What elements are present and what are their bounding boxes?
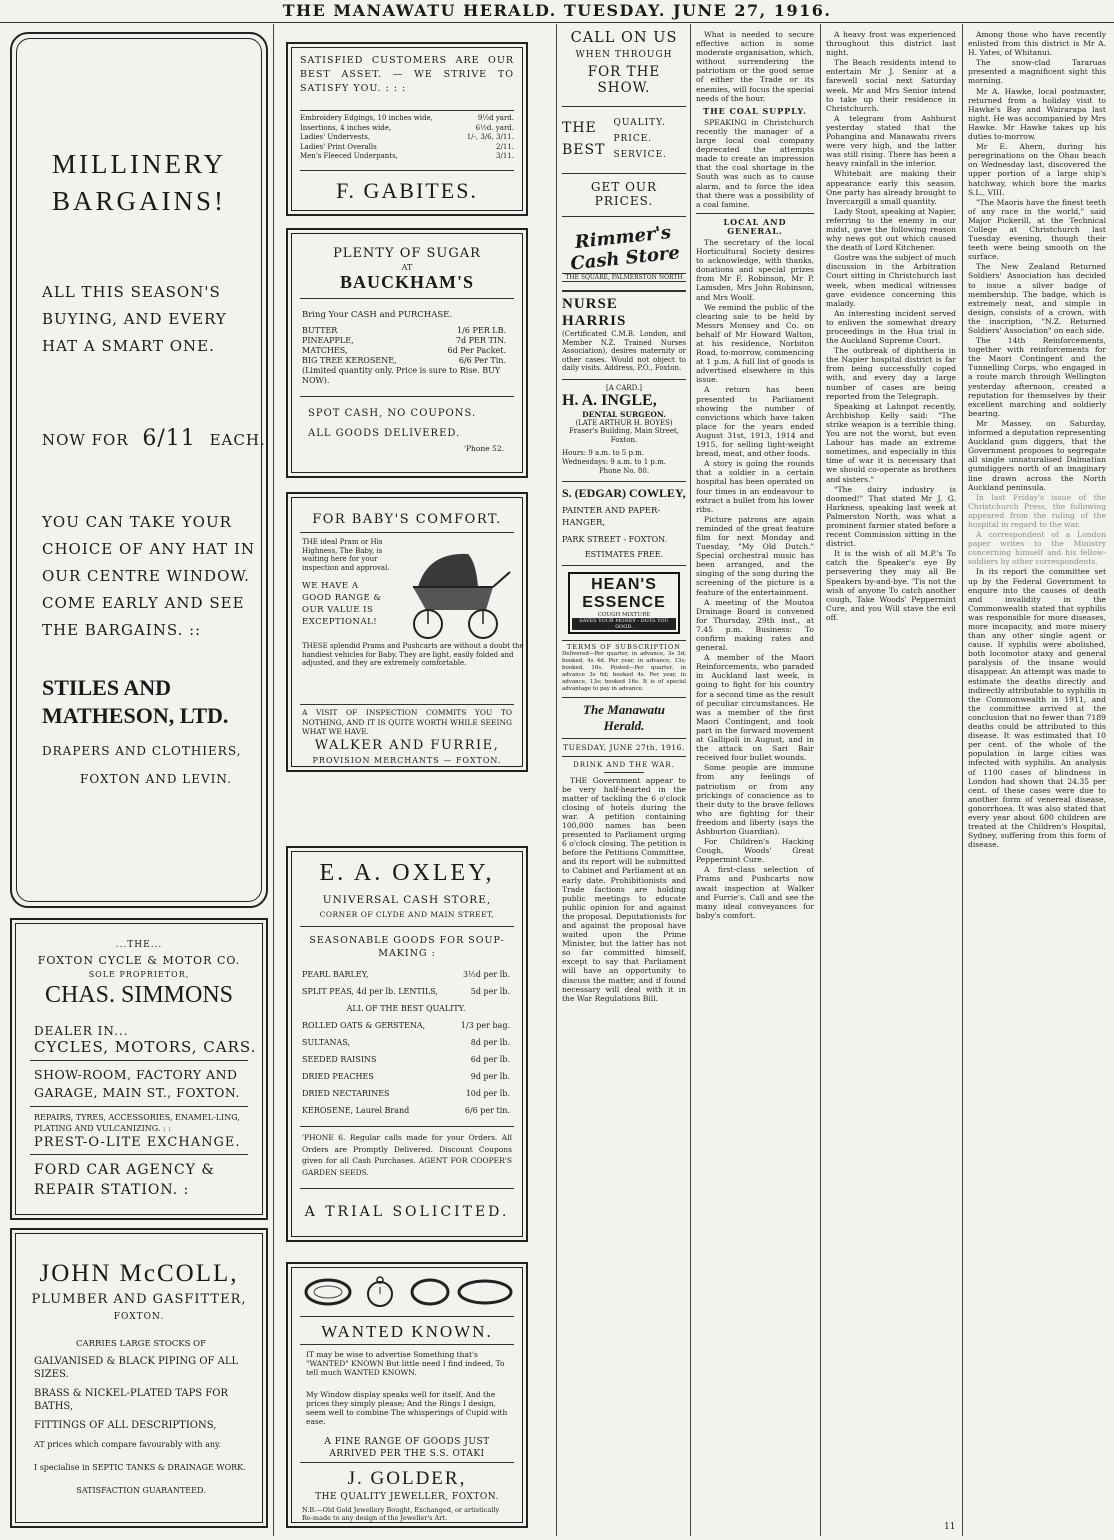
golder-name: J. GOLDER, [347,1468,467,1489]
golder-title: WANTED KNOWN. [321,1322,493,1341]
drink-war-head: DRINK AND THE WAR. [573,760,675,769]
rimmers-show: FOR THE SHOW. [587,64,661,96]
cowley-name: S. (EDGAR) COWLEY, [562,485,686,500]
baby-value: WE HAVE A GOOD RANGE & OUR VALUE IS EXCEPTIONAL! [302,581,382,627]
simmons-the: ...THE... [115,940,163,950]
rimmers-best: THE BEST QUALITY. PRICE. SERVICE. [562,118,667,160]
heans-essence-logo: HEAN'S ESSENCE COUGH MIXTURE SAVES YOUR MONEY - DOTS YOU GOOD. [568,572,680,634]
price-item: KEROSENE, Laurel Brand 6/6 per tin. [302,1106,510,1115]
price-item: SULTANAS, 8d per lb. [302,1038,510,1047]
oxley-store: UNIVERSAL CASH STORE, [322,894,492,906]
terms-body: Delivered—Per quarter, in advance, 3s 3d; booked, 4s 4d. Per year, in advance, 13s; booked, 16s. Posted—Per quarter, in advance 3s 6d; booked 4s. Per year, in advance, 13s; booked 16s. It is of special advantage to pay in advance. [562,650,686,692]
bauckham-at: AT [401,263,413,272]
simmons-sole: SOLE PROPRIETOR, [88,970,190,979]
jewellery-illustration [300,1272,516,1312]
price-item: ROLLED OATS & GERSTENA, 1/3 per bag. [302,1021,510,1030]
price-tag: 6/11 [142,426,196,451]
ingle-late: (LATE ARTHUR H. BOYES) [575,418,673,427]
ingle-title: DENTAL SURGEON. [582,409,666,419]
bauckham-name: BAUCKHAM'S [339,272,474,292]
golder-sub: THE QUALITY JEWELLER, FOXTON. [315,1492,499,1502]
simmons-showroom: SHOW-ROOM, FACTORY AND GARAGE, MAIN ST., FOXTON. [34,1067,240,1100]
bauckham-all: ALL GOODS DELIVERED. [308,428,461,439]
bauckham-pricelist: BUTTER 1/6 PER LB. PINEAPPLE, 7d PER TIN. MATCHES, 6d Per Packet. BIG TREE KEROSENE, 6/6 Per Tin. (Limited quantity only. Price is sure to Rise. BUY NOW). [302,326,506,385]
oxley-season: SEASONABLE GOODS FOR SOUP-MAKING : [309,935,505,959]
nurse-harris-name: NURSE HARRIS [562,296,627,329]
millinery-title: MILLINERY [52,149,226,179]
cowley-trade: PAINTER AND PAPER-HANGER, [562,505,661,528]
rimmers-square: THE SQUARE, PALMERSTON NORTH [562,273,686,282]
simmons-prest: PREST-O-LITE EXCHANGE. [34,1135,241,1150]
cowley-address: PARK STREET - FOXTON. [562,534,668,544]
price-line: NOW FOR 6/11 EACH. [42,426,266,451]
golder-poem: IT may be wise to advertise Something that's "WANTED" KNOWN But little need I find indeed, To tell much WANTED KNOWN. [306,1350,505,1377]
pram-illustration [398,542,518,642]
mccoll-ad [10,1228,268,1528]
simmons-dealer: DEALER IN... [34,1024,129,1038]
price-item: MATCHES, 6d Per Packet. [302,346,506,355]
masthead: THE MANAWATU HERALD. TUESDAY. JUNE 27, 1916. [0,0,1114,23]
baby-desc: THESE splendid Prams and Pushcarts are without a doubt the handiest vehicles for Baby. They are light, easily folded and adjusted, and they are extremely comfortable. [302,642,524,667]
column-5-articles: A heavy frost was experienced throughout this district last night. The Beach residents intend to entertain Mr J. Senior at a farewell social next Saturday week. Mr and Mrs Senior intend to take up their residence in Christchurch. A telegram from Ashhurst yesterday stated that the Pohangina and Manawatu rivers were very high, and the latter was still rising. There has been a heavy rainfall in the interior. Whitebait are making their appearance early this season. One party has already brought to Invercargill a small quantity. Lady Stout, speaking at Napier, referring to the enemy in our midst, gave the following reason why news got out which caused the death of Lord Kitchener. Gostre was the subject of much discussion in the Arbitration Court sitting in Christchurch last week, when medical witnesses gave evidence concerning this malady. An interesting incident served to enliven the somewhat dreary proceedings in the Hua trial in the Auckland Supreme Court. The outbreak of diphtheria in the Napier hospital district is far from being successfully coped with, and every day a large number of cases are being reported from the Telegraph. Speaking at Lahnpot recently, Archbishop Kelly said: "The strike weapon is a terrible thing. You are not the worst, but even Labour has made an extreme sometimes, and especially in this time of war it is necessary that we should co-operate as brothers and sisters." "The dairy industry is doomed!" That stated Mr J. G. Harkness, speaking last week at Palmerston North, was what a prominent farmer stated before a recent Commission sitting in the district. It is the wish of all M.P.'s To catch the Speaker's eye By persevering they may all Be Speakers by-and-bye. 'Tis not the wish of anyone To catch another cough, Take Woods' Peppermint Cure, and you Will stave the evil off. [826,30,956,622]
mccoll-town: FOXTON. [113,1312,165,1322]
price-item: Ladies' Print Overalls 2/11. [300,142,514,151]
gabites-heading: SATISFIED CUSTOMERS ARE OUR BEST ASSET. — WE STRIVE TO SATISFY YOU. : : : [300,55,514,94]
rimmers-get-prices: GET OUR PRICES. [590,180,658,208]
ingle-card: [A CARD.] [605,383,642,392]
walker-furrie-name: WALKER AND FURRIE, [314,738,500,753]
golder-ad [286,1262,528,1528]
bauckham-spot: SPOT CASH, NO COUPONS. [308,408,477,419]
baby-intro: THE ideal Pram or His Highness, The Baby, is waiting here for your inspection and approval. [302,538,390,572]
price-item: Embroidery Edgings, 10 inches wide, 9½d yard. [300,114,514,122]
herald-date: TUESDAY, JUNE 27th, 1916. [563,742,685,752]
price-item: SEEDED RAISINS 6d per lb. [302,1055,510,1064]
price-item: ALL OF THE BEST QUALITY. [346,1004,466,1013]
price-item: DRIED NECTARINES 10d per lb. [302,1089,510,1098]
millinery-para2: YOU CAN TAKE YOUR CHOICE OF ANY HAT IN OUR CENTRE WINDOW. COME EARLY AND SEE THE BARGAINS. :: [42,513,255,639]
oxley-phone-notice: 'PHONE 6. Regular calls made for your Orders. All Orders are Promptly Delivered. Discount Coupons given for all Cash Purchases. AGENT FOR COOPER'S GARDEN SEEDS. [302,1133,512,1177]
herald-logo: The Manawatu Herald. [583,701,665,733]
millinery-para1: ALL THIS SEASON'S BUYING, AND EVERY HAT A SMART ONE. [42,283,227,355]
golder-nb: N.B.—Old Gold Jewellery Bought, Exchanged, or artistically Re-made to any design of the Jeweller's Art. [302,1506,500,1522]
simmons-ford: FORD CAR AGENCY & REPAIR STATION. : [34,1162,215,1198]
oxley-pricelist [302,966,510,1119]
bauckham-ad [286,228,528,478]
firm-towns: FOXTON AND LEVIN. [80,772,232,786]
oxley-corner: CORNER OF CLYDE AND MAIN STREET, [319,910,495,919]
ingle-address: Fraser's Building, Main Street, Foxton. [568,426,680,444]
ingle-hours: Hours: 9 a.m. to 5 p.m. Wednesdays: 9 a.m. to 1 p.m. [562,448,666,466]
golder-range: A FINE RANGE OF GOODS JUST ARRIVED PER THE S.S. OTAKI [324,1437,490,1459]
baby-title: FOR BABY'S COMFORT. [312,512,502,527]
oxley-trial: A TRIAL SOLICITED. [304,1204,510,1220]
price-item: PEARL BARLEY, 3½d per lb. [302,970,510,979]
price-item: DRIED PEACHES 9d per lb. [302,1072,510,1081]
mccoll-body: CARRIES LARGE STOCKS OF GALVANISED & BLACK PIPING OF ALL SIZES. BRASS & NICKEL-PLATED TAPS FOR BATHS, FITTINGS OF ALL DESCRIPTIONS, AT prices which compare favourably with any. I specialise in SEPTIC TANKS & DRAINAGE WORK. SATISFACTION GUARANTEED. [34,1339,246,1495]
mccoll-trade: PLUMBER AND GASFITTER, [31,1292,247,1307]
rimmers-when: WHEN THROUGH [575,50,673,60]
column-rule [556,24,557,1536]
gabites-ad [286,42,528,216]
simmons-name: CHAS. SIMMONS [44,982,234,1008]
column-rule [820,24,821,1536]
price-item: SPLIT PEAS, 4d per lb. LENTILS, 5d per lb. [302,987,510,996]
price-item: PINEAPPLE, 7d PER TIN. [302,336,506,345]
column-rule [273,24,274,1536]
price-item: BIG TREE KEROSENE, 6/6 Per Tin. [302,356,506,365]
firm-tagline: DRAPERS AND CLOTHIERS, [42,744,242,758]
nurse-harris-desc: (Certificated C.M.B. London, and Member N.Z. Trained Nurses Association), desires maternity or other cases. Would not object to daily visits. Address, P.O., Foxton. [562,330,686,372]
bargains-title: BARGAINS! [51,186,226,216]
bauckham-bring: Bring Your CASH and PURCHASE. [302,310,453,320]
oxley-ad [286,846,528,1242]
price-item: Insertions, 4 inches wide, 6½d. yard. [300,123,514,132]
oxley-name: E. A. OXLEY, [319,860,495,886]
simmons-repairs: REPAIRS, TYRES, ACCESSORIES, ENAMEL-LING, PLATING AND VULCANIZING. : : [34,1113,240,1133]
page-number: 11 [944,1522,956,1532]
drink-war-article: THE Government appear to be very half-hearted in the matter of tackling the 6 o'clock closing of hotels during the war. A petition containing 100,000 names has been presented to Parliament urging 6 o'clock closing. The petition is before the Petitions Committee, and its report will be submitted to Cabinet and Parliament at an early date. Prohibitionists and Trade factions are holding public meetings to educate public opinion for and against the proposal. Deputationists for and against the proposal have waited upon the Prime Minister, but the latter has not so far committed himself, except to say that Parliament will have an opportunity to discuss the matter, and if found necessary will deal with it in the War Regulations Bill. [562,775,686,1003]
rimmers-call: CALL ON US [570,30,678,46]
ingle-phone: Phone No. 80. [598,466,650,475]
price-item: Ladies' Undervests, 1/-, 3/6, 3/11. [300,133,514,141]
rimmers-logo: Rimmer's Cash Store [569,222,681,275]
simmons-ad [10,918,268,1220]
price-item: BUTTER 1/6 PER LB. [302,326,506,335]
ingle-name: H. A. INGLE, [562,391,657,409]
column-4-articles: What is needed to secure effective action is some moderate organisation, which, without surrendering the patriotism or the good sense of either the Trade or its enemies, will focus the special needs of the hour. THE COAL SUPPLY. SPEAKING in Christchurch recently the manager of a large local coal company deprecated the attempts made to create an impression that the coal shortage in the South was such as to cause alarm, and to force the idea that there was a possibility of a coal famine. LOCAL AND GENERAL. The secretary of the local Horticultural Society desires to acknowledge, with thanks, donations and special prizes from Mr F. Robinson, Mr P. Lamsden, Mrs John Robinson, and Mrs Woolf. We remind the public of the clearing sale to be held by Messrs Monsey and Co. on behalf of Mr Howard Walton, at his residence, Norbiton Road, to-morrow, commencing at 1 p.m. A full list of goods is advertised elsewhere in this issue. A return has been presented to Parliament showing the number of convictions which have taken place for the years ended August 31st, 1913, 1914 and 1915, for selling light-weight bread, meat, and other foods. A story is going the rounds that a soldier in a certain hospital has been operated on four times in an endeavour to extract a bullet from his lower ribs. Picture patrons are again reminded of the great feature film for next Monday and Tuesday, "My Old Dutch." Special orchestral music has been arranged, and the singing of the song during the screening of the picture is a feature of the entertainment. A meeting of the Moutoa Drainage Board is convened for Thursday, 29th inst., at 7.45 p.m. Business: To confirm making rates and general. A member of the Maori Reinforcements, who paraded in Auckland last week, is going to fight for his country for a second time as the result of peculiar circumstances. He was a member of the first Maori Contingent, and took part in the forward movement at Gallipoli in August, and in the attack on Sari Bair received four bullet wounds. Some people are immune from any feelings of patriotism or from any prickings of conscience as to their duty to the brave fellows who are fighting for their freedom and liberty (says the Ashburton Guardian). For Children's Hacking Cough, Woods' Great Peppermint Cure. A first-class selection of Prams and Pushcarts now await inspection at Walker and Furrie's. Call and see the many ideal conveyances for baby's comfort. [696,30,814,920]
cowley-estimates: ESTIMATES FREE. [584,549,664,559]
gabites-pricelist [300,114,514,162]
simmons-company: FOXTON CYCLE & MOTOR CO. [37,954,241,967]
terms-head: TERMS OF SUBSCRIPTION [567,642,681,651]
bauckham-line1: PLENTY OF SUGAR [333,246,481,261]
gabites-name: F. GABITES. [336,178,478,203]
millinery-ad [10,32,268,908]
baby-visit: A VISIT OF INSPECTION COMMITS YOU TO NOTHING, AND IT IS QUITE WORTH WHILE SEEING WHAT WE HAVE. [302,708,512,736]
column-rule [690,24,691,1536]
firm-name: STILES AND MATHESON, LTD. [42,675,229,728]
bauckham-phone: 'Phone 52. [463,444,504,453]
golder-poem2: My Window display speaks well for itself, And the prices they simply please; And the Rings I design, seem well to combine The whisperings of Cupid with ease. [306,1390,508,1426]
baby-comfort-ad [286,492,528,772]
column-6-articles: Among those who have recently enlisted from this district is Mr A. H. Yates, of Whitanui. The snow-clad Tararuas presented a magnificent sight this morning. Mr A. Hawke, local postmaster, returned from a holiday visit to Hawke's Bay and Wairarapa last night. He was accompanied by Mrs Hawke. Mr Hawke takes up his duties to-morrow. Mr E. Ahern, during his peregrinations on the Ohau beach on Wednesday last, discovered the upper portion of a large ship's hatchway, which bore the marks S.L., VIII. "The Maoris have the finest teeth of any race in the world," said Major Pickerill, at the Technical College at Christchurch last Tuesday evening, though their teeth were being smooth on the surface. The New Zealand Returned Soldiers' Association has decided to issue a silver badge of membership. The badge, which is extremely neat, and simple in design, consists of a crown, with the inscription, "N.Z. Returned Soldiers' Association" on each side. The 14th Reinforcements, together with reinforcements for the Maori Contingent and the Tunnelling Corps, who engaged in a route march through Wellington yesterday afternoon, created a reputation for themselves by their excellent marching and soldierly bearing. Mr Massey, on Saturday, informed a deputation representing Auckland gum diggers, that the Government proposes to segregate all single unnaturalised Dalmatian gumdiggers north of an imaginary line drawn across the North Auckland peninsula. In last Friday's issue of the Christchurch Press, the following appeared from the ruling of the hospital in regard to the war. A correspondent of a London paper writes to the Ministry concerning himself and his fellow-soldiers by other correspondents. In its report the committee set up by the Federal Government to enquire into the causes of death and invalidity in the Commonwealth stated that syphilis was responsible for more diseases, more incapacity, and more misery than any other single agent or cause. If syphilis were abolished, both locomotor ataxy and general paralysis of the insane would disappear. An attempt was made to estimate the deaths directly and indirectly attributable to syphilis in the Commonwealth in 1911, and the committee arrived at the conclusion that no fewer than 7189 deaths could be attributed to this disease. It was estimated that 10 per cent. of the whole of the population in large cities was infected with syphilis. An analysis of 1100 cases of blindness in London had shown that 24.35 per cent. of these cases were due to another form of venereal disease, gonorrhoea. It was also stated that every year about 600 children are treated at the Children's Hospital, Sydney, suffering from this form of disease. [968,30,1106,850]
walker-furrie-sub: PROVISION MERCHANTS — FOXTON. [312,756,502,765]
local-general-head: LOCAL AND GENERAL. [723,216,787,236]
simmons-goods: CYCLES, MOTORS, CARS. [34,1038,257,1056]
coal-supply-head: THE COAL SUPPLY. [703,105,807,116]
column-rule [962,24,963,1536]
price-item: Men's Fleeced Underpants, 3/11. [300,152,514,160]
mccoll-name: JOHN McCOLL, [39,1260,239,1287]
